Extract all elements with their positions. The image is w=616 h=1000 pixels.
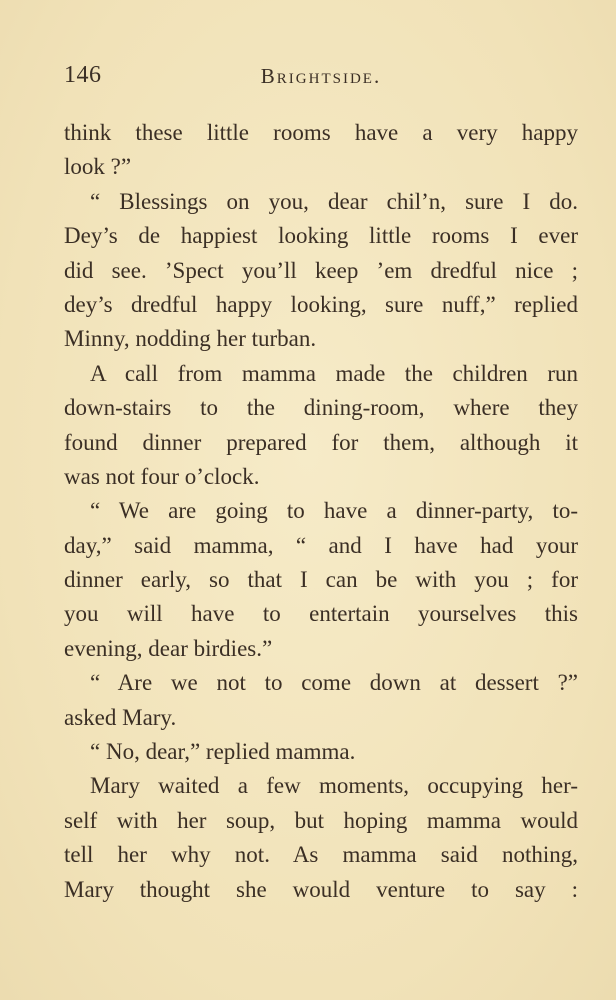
body-text [64, 116, 578, 907]
page-number: 146 [64, 62, 102, 88]
text-line: Minny, nodding her turban. [64, 326, 317, 352]
text-line: “ Blessings on you, dear chil’n, sure I do. [90, 188, 578, 214]
text-line: tell her why not. As mamma said nothing, [64, 842, 578, 868]
text-line: “ No, dear,” replied mamma. [90, 739, 356, 765]
text-line: think these little rooms have a very happy [64, 120, 578, 145]
text-line: you will have to entertain yourselves this [64, 601, 578, 627]
text-line: dey’s dredful happy looking, sure nuff,” replied [64, 291, 578, 317]
text-line: “ Are we not to come down at dessert ?” [90, 670, 578, 696]
text-line: was not four o’clock. [64, 463, 260, 489]
text-line: dinner early, so that I can be with you ; for [64, 567, 578, 593]
text-line: asked Mary. [64, 704, 177, 730]
running-head: Brightside. [260, 64, 382, 88]
text-line: down-stairs to the dining-room, where they [64, 395, 578, 421]
page-header [64, 58, 578, 94]
text-line: evening, dear birdies.” [64, 635, 273, 661]
text-line: day,” said mamma, “ and I have had your [64, 532, 578, 558]
text-line: Dey’s de happiest looking little rooms I ever [64, 223, 578, 249]
text-line: Mary waited a few moments, occupying her- [90, 773, 578, 799]
text-line: look ?” [64, 154, 132, 180]
text-line: self with her soup, but hoping mamma would [64, 807, 578, 833]
text-line: Mary thought she would venture to say : [64, 876, 578, 902]
text-line: A call from mamma made the children run [90, 360, 578, 386]
text-line: did see. ’Spect you’ll keep ’em dredful nice ; [64, 257, 578, 283]
text-line: “ We are going to have a dinner-party, to- [90, 498, 578, 524]
text-line: found dinner prepared for them, although it [64, 429, 578, 455]
